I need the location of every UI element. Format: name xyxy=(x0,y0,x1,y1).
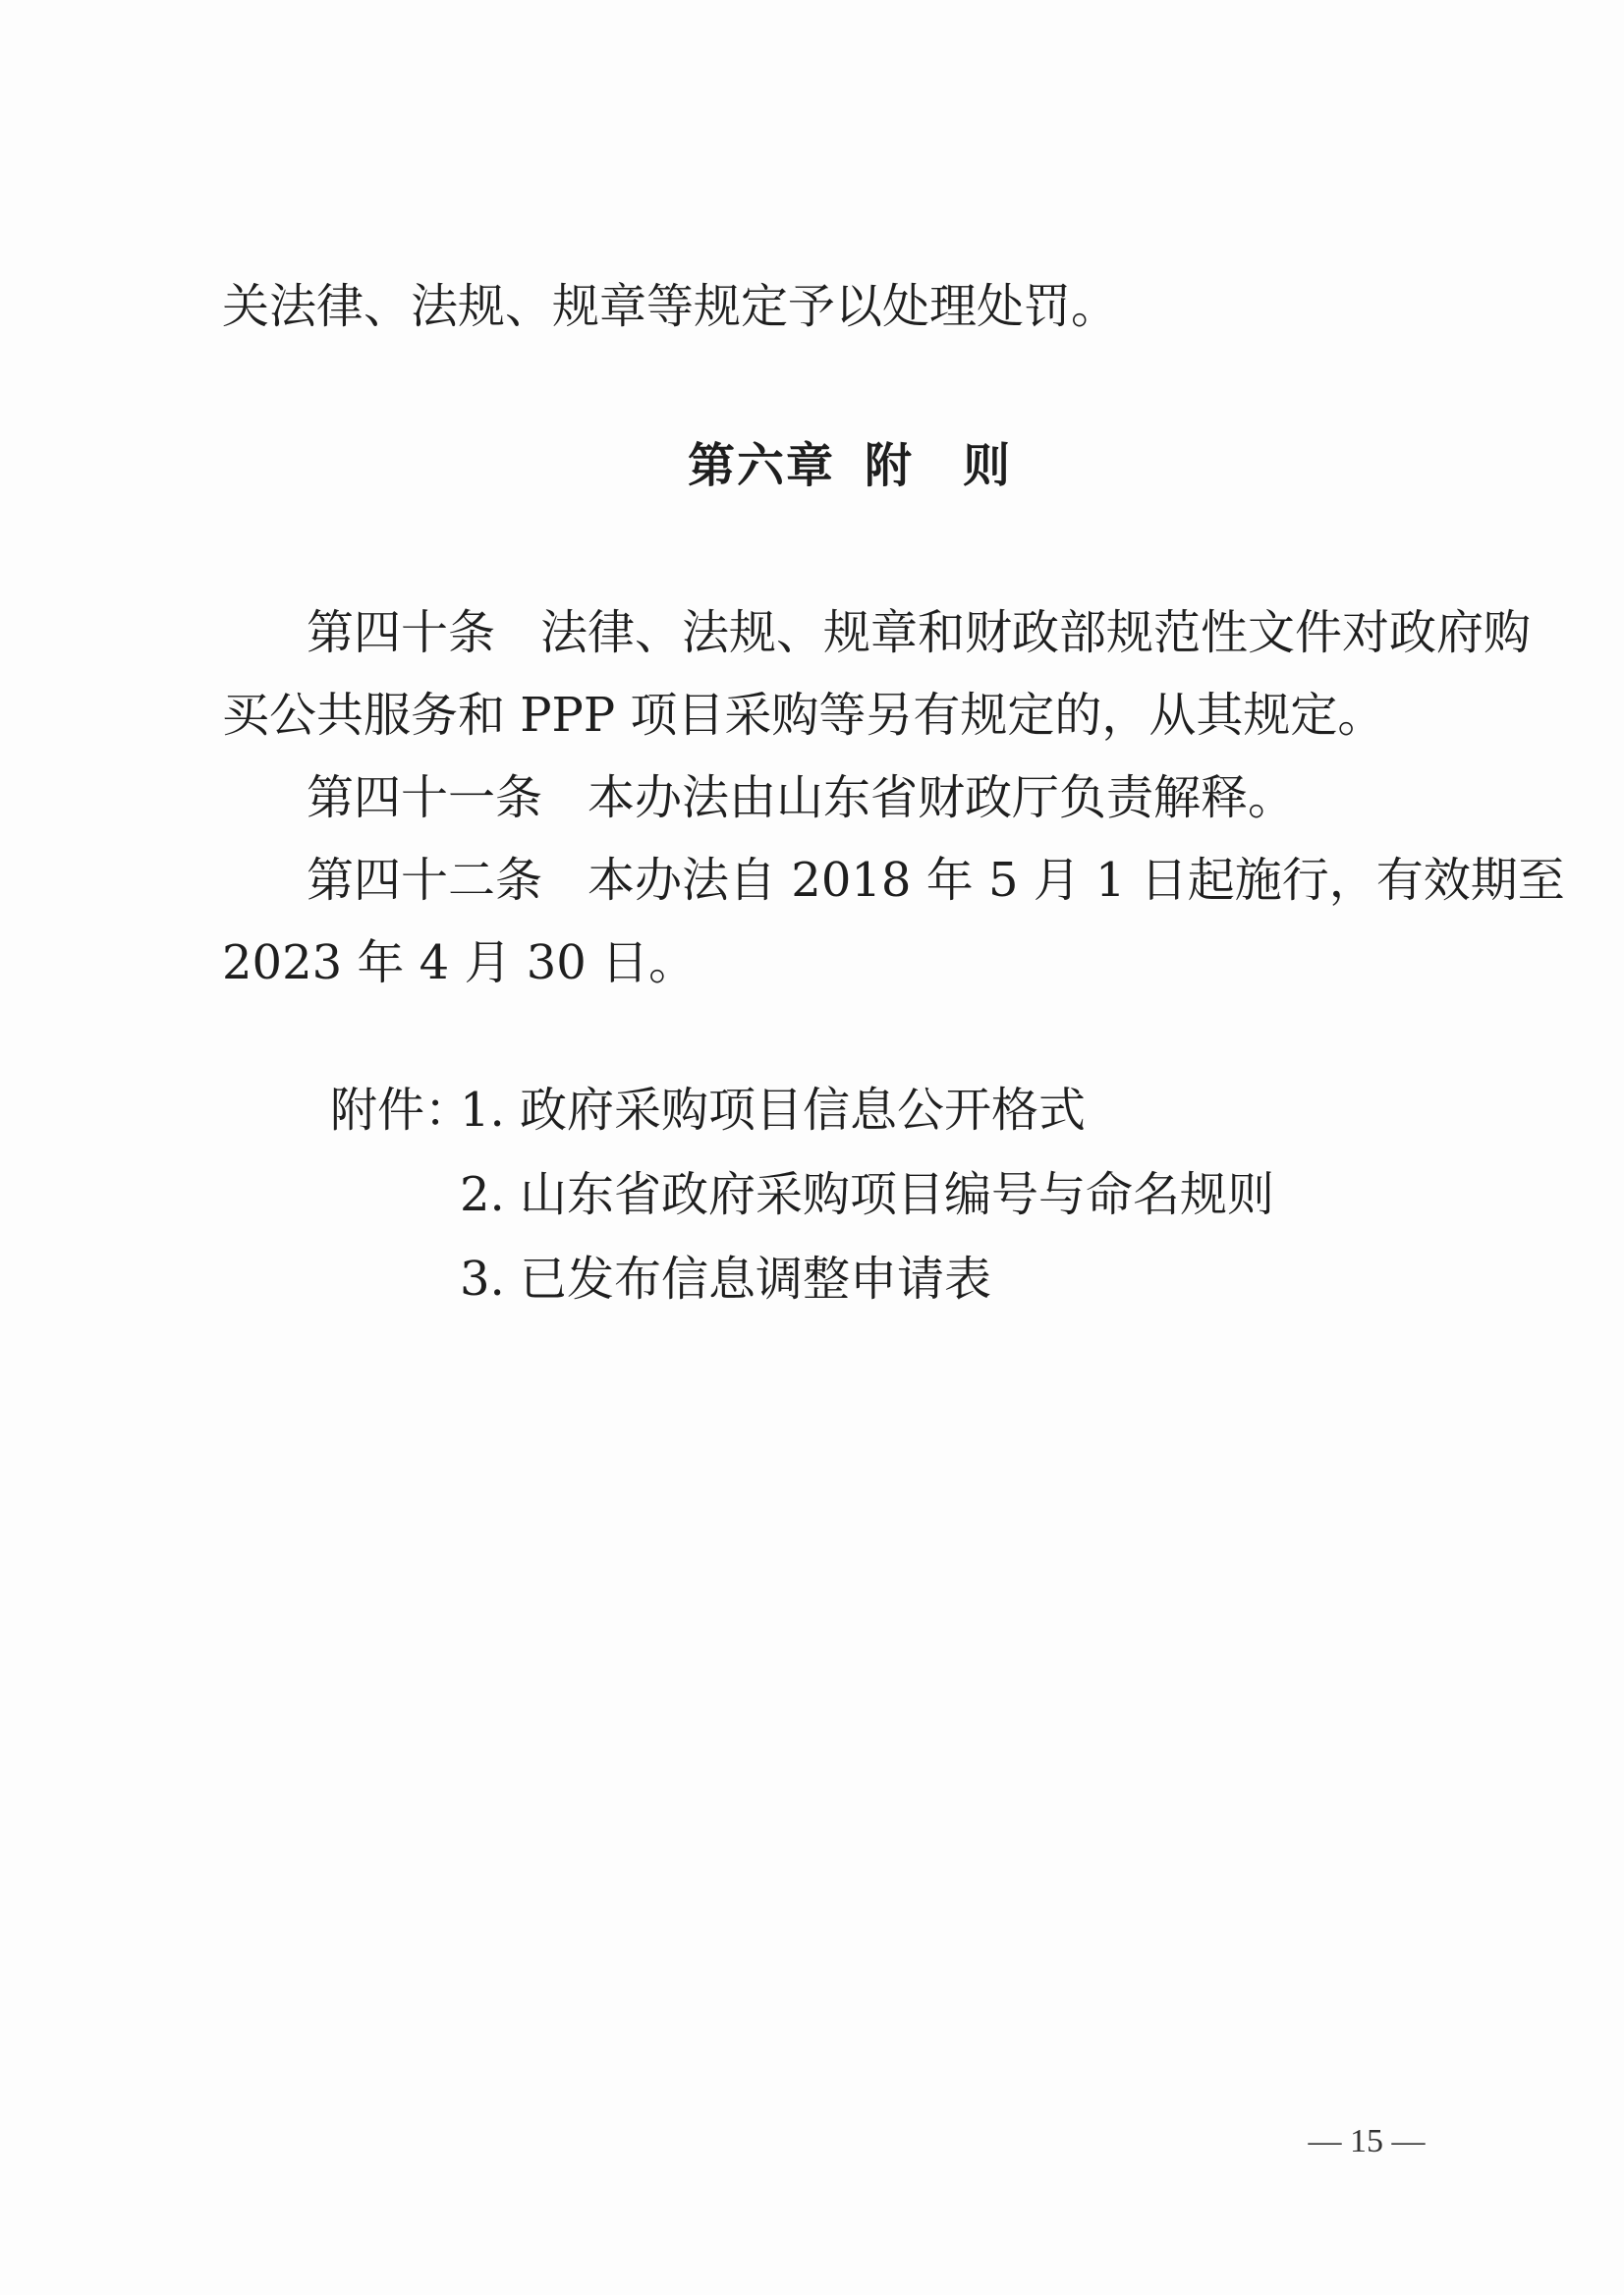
article-41-line xyxy=(307,768,1295,827)
chapter-number: 第六章 xyxy=(688,438,836,493)
article-41-label: 第四十一条 xyxy=(307,770,543,825)
article-40-first-line xyxy=(307,603,1532,662)
article-40-second-line: 买公共服务和 PPP 项目采购等另有规定的，从其规定。 xyxy=(222,688,1385,743)
chapter-heading xyxy=(688,436,1012,495)
attachment-item: 3. 已发布信息调整申请表 xyxy=(460,1252,992,1307)
continuation-text: 关法律、法规、规章等规定予以处理处罚。 xyxy=(222,279,1119,334)
article-41-text: 本办法由山东省财政厅负责解释。 xyxy=(588,770,1296,825)
article-42-text-1: 本办法自 2018 年 5 月 1 日起施行，有效期至 xyxy=(588,853,1565,908)
article-42-label: 第四十二条 xyxy=(307,853,543,908)
article-40-text-1: 法律、法规、规章和财政部规范性文件对政府购 xyxy=(540,605,1532,660)
article-42-second-line: 2023 年 4 月 30 日。 xyxy=(222,935,697,990)
article-42-first-line xyxy=(307,851,1565,910)
chapter-title: 附 则 xyxy=(865,438,1013,493)
page-number: — 15 — xyxy=(1308,2123,1426,2159)
attachments-label: 附件： xyxy=(330,1083,473,1138)
article-40-label: 第四十条 xyxy=(307,605,496,660)
attachment-item: 1. 政府采购项目信息公开格式 xyxy=(460,1083,1087,1138)
attachment-item: 2. 山东省政府采购项目编号与命名规则 xyxy=(460,1167,1275,1222)
